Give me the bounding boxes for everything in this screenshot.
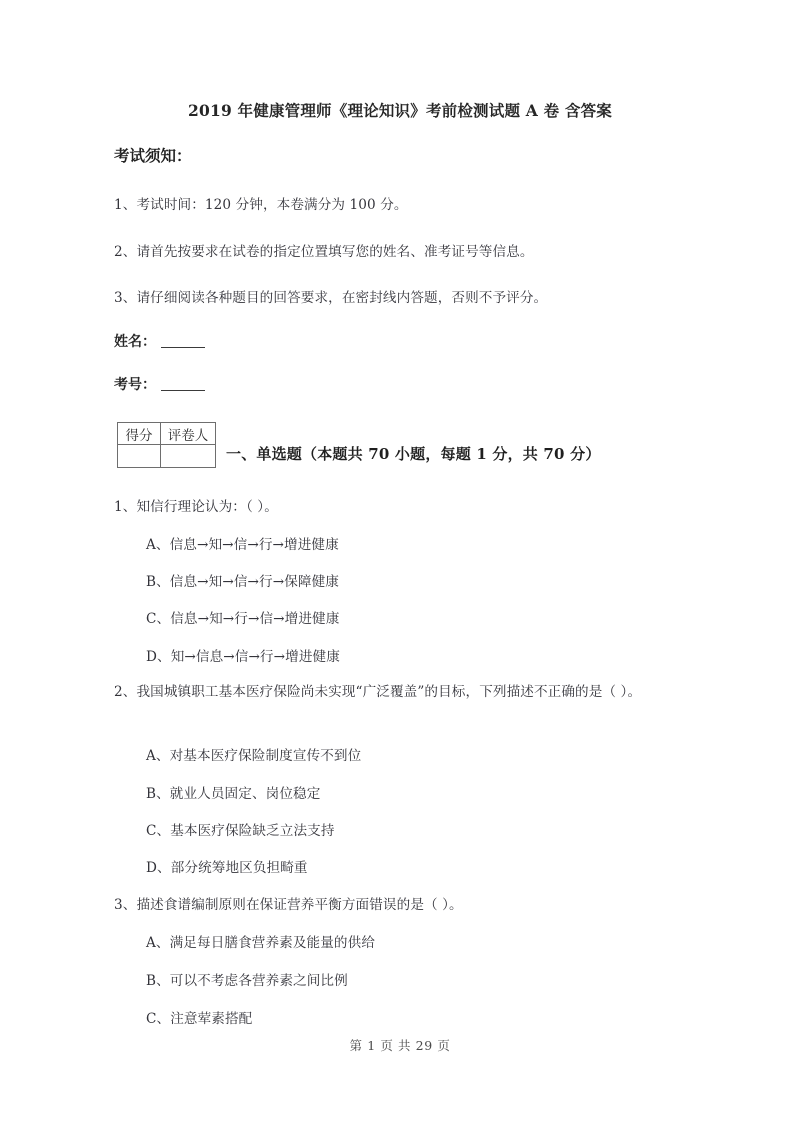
question-1-option-a[interactable]: A、信息→知→信→行→增进健康 <box>146 537 339 553</box>
question-2-option-d[interactable]: D、部分统筹地区负担畸重 <box>146 860 308 876</box>
question-1-option-c[interactable]: C、信息→知→行→信→增进健康 <box>146 611 340 627</box>
exam-notice-item-1: 1、考试时间：120 分钟，本卷满分为 100 分。 <box>114 197 408 213</box>
score-table-header-marker: 评卷人 <box>161 423 216 445</box>
name-field-row <box>114 331 205 351</box>
page-title: 2019 年健康管理师《理论知识》考前检测试题 A 卷 含答案 <box>188 101 612 120</box>
name-field-label: 姓名： <box>114 334 156 350</box>
page-footer-pagination: 第 1 页 共 29 页 <box>349 1038 451 1053</box>
score-table <box>117 422 216 468</box>
question-2-option-b[interactable]: B、就业人员固定、岗位稳定 <box>146 786 321 802</box>
score-table-cell-marker[interactable] <box>161 445 216 468</box>
score-table-value-row <box>118 445 216 468</box>
question-1-option-b[interactable]: B、信息→知→信→行→保障健康 <box>146 574 339 590</box>
question-2-stem: 2、我国城镇职工基本医疗保险尚未实现“广泛覆盖”的目标，下列描述不正确的是（ ）。 <box>114 684 642 700</box>
score-table-cell-score[interactable] <box>118 445 161 468</box>
question-3-option-b[interactable]: B、可以不考虑各营养素之间比例 <box>146 973 348 989</box>
exam-number-field-blank[interactable] <box>161 389 205 391</box>
question-2-option-a[interactable]: A、对基本医疗保险制度宣传不到位 <box>146 748 362 764</box>
question-2-option-c[interactable]: C、基本医疗保险缺乏立法支持 <box>146 823 335 839</box>
score-table-header-score: 得分 <box>118 423 161 445</box>
question-3-option-a[interactable]: A、满足每日膳食营养素及能量的供给 <box>146 935 376 951</box>
exam-number-field-row <box>114 374 205 394</box>
question-1-option-d[interactable]: D、知→信息→信→行→增进健康 <box>146 649 340 665</box>
name-field-blank[interactable] <box>161 346 205 348</box>
score-table-header-row <box>118 423 216 445</box>
exam-notice-item-3: 3、请仔细阅读各种题目的回答要求，在密封线内答题，否则不予评分。 <box>114 290 548 306</box>
exam-number-field-label: 考号： <box>114 377 156 393</box>
section-heading-single-choice: 一、单选题（本题共 70 小题，每题 1 分，共 70 分） <box>226 445 601 463</box>
question-3-option-c[interactable]: C、注意荤素搭配 <box>146 1011 253 1027</box>
exam-notice-heading: 考试须知： <box>114 146 192 165</box>
exam-notice-item-2: 2、请首先按要求在试卷的指定位置填写您的姓名、准考证号等信息。 <box>114 244 534 260</box>
question-1-stem: 1、知信行理论认为：（ ）。 <box>114 499 278 515</box>
question-3-stem: 3、描述食谱编制原则在保证营养平衡方面错误的是（ ）。 <box>114 897 463 913</box>
